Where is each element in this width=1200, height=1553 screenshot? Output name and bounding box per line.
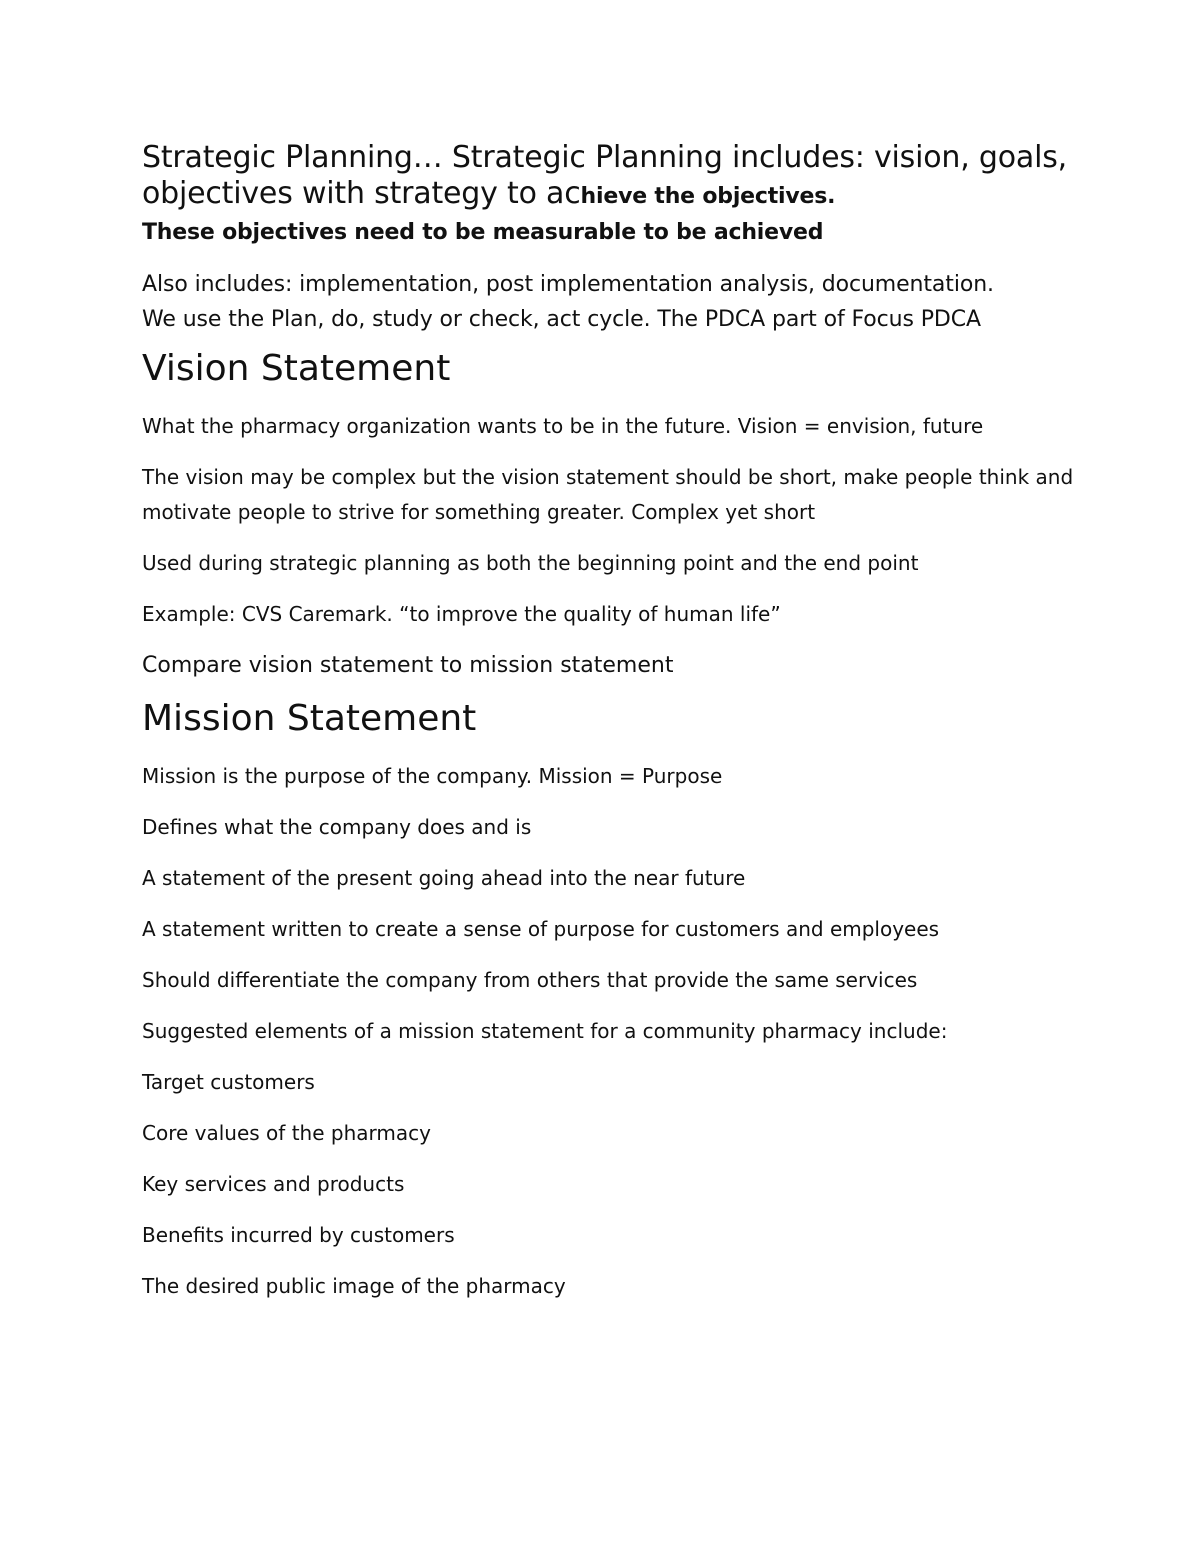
document-title bbox=[142, 140, 1082, 215]
mission-element-item: Benefits incurred by customers bbox=[142, 1223, 455, 1247]
mission-paragraph: Defines what the company does and is bbox=[142, 815, 532, 839]
vision-paragraph: The vision may be complex but the vision statement should be short, make people think and motivate people to strive for something greater. Complex yet short bbox=[142, 465, 1074, 524]
mission-paragraph: A statement written to create a sense of purpose for customers and employees bbox=[142, 917, 940, 941]
vision-paragraph: What the pharmacy organization wants to be in the future. Vision = envision, future bbox=[142, 414, 984, 438]
vision-paragraph: Compare vision statement to mission statement bbox=[142, 653, 674, 678]
vision-heading: Vision Statement bbox=[142, 348, 451, 389]
intro-line-2: We use the Plan, do, study or check, act cycle. The PDCA part of Focus PDCA bbox=[142, 307, 981, 332]
mission-paragraph: Should differentiate the company from others that provide the same services bbox=[142, 968, 918, 992]
document-subtitle: These objectives need to be measurable to be achieved bbox=[142, 220, 824, 245]
mission-heading: Mission Statement bbox=[142, 698, 477, 739]
mission-element-item: Core values of the pharmacy bbox=[142, 1121, 431, 1145]
intro-paragraph bbox=[142, 267, 1082, 337]
document-title-main: Strategic Planning… Strategic Planning includes: vision, goals, objectives with strategy to ac bbox=[142, 140, 1067, 211]
mission-paragraph: Suggested elements of a mission statement for a community pharmacy include: bbox=[142, 1019, 948, 1043]
intro-line-1: Also includes: implementation, post implementation analysis, documentation. bbox=[142, 272, 994, 297]
vision-paragraph: Used during strategic planning as both the beginning point and the end point bbox=[142, 551, 919, 575]
mission-paragraph: A statement of the present going ahead into the near future bbox=[142, 866, 746, 890]
document-title-tail: hieve the objectives. bbox=[580, 184, 836, 209]
mission-paragraph: Mission is the purpose of the company. Mission = Purpose bbox=[142, 764, 723, 788]
mission-element-item: Target customers bbox=[142, 1070, 315, 1094]
vision-paragraph: Example: CVS Caremark. “to improve the quality of human life” bbox=[142, 602, 781, 626]
document-content bbox=[142, 140, 1082, 1304]
mission-element-item: The desired public image of the pharmacy bbox=[142, 1274, 566, 1298]
mission-element-item: Key services and products bbox=[142, 1172, 405, 1196]
